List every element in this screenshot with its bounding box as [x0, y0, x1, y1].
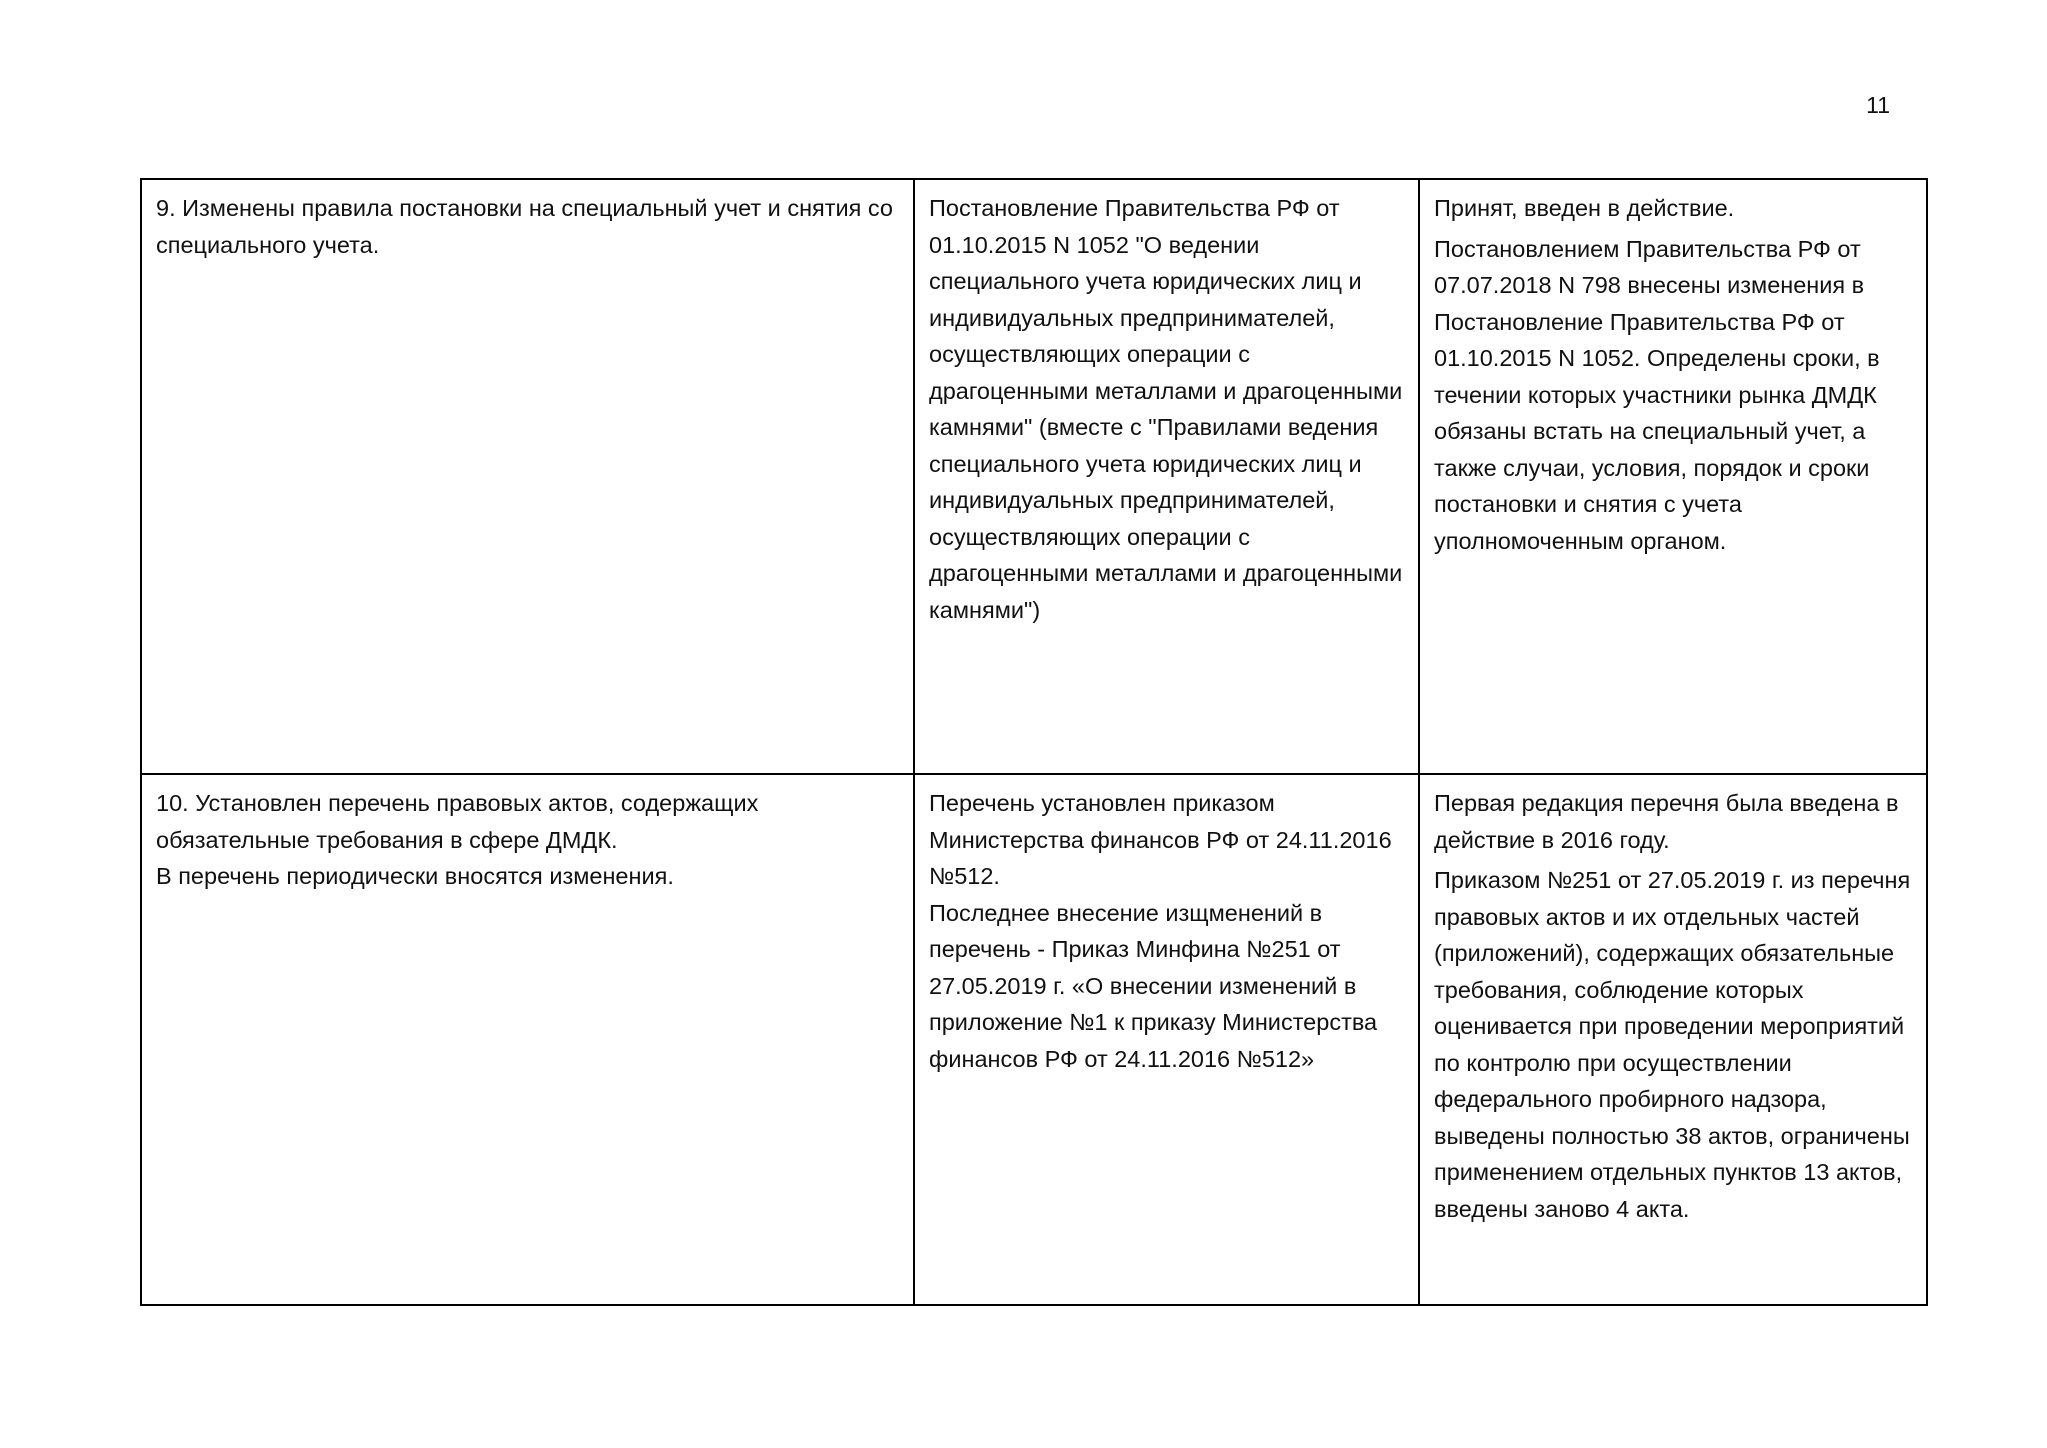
status-cell — [1419, 774, 1927, 1305]
measure-cell — [141, 774, 914, 1305]
status-text: Приказом №251 от 27.05.2019 г. из перечня правовых актов и их отдельных частей (приложений), содержащих обязательные требования, соблюдение которых оценивается при проведении мероприятий по контролю при осуществлении федерального пробирного надзора, выведены полностью 38 актов, ограничены применением отдельных пунктов 13 актов, введены заново 4 акта. — [1434, 867, 1911, 1222]
table-row — [141, 179, 1927, 774]
legal-act-text: Перечень установлен приказом Министерства финансов РФ от 24.11.2016 №512. — [929, 790, 1392, 889]
document-table — [140, 178, 1928, 1306]
legal-act-cell — [914, 774, 1419, 1305]
status-cell — [1419, 179, 1927, 774]
status-text: Первая редакция перечня была введена в действие в 2016 году. — [1434, 790, 1899, 853]
legal-act-text: Постановление Правительства РФ от 01.10.2015 N 1052 "О ведении специального учета юридических лиц и индивидуальных предпринимателей, осуществляющих операции с драгоценными металлами и драгоценными камнями" (вместе с "Правилами ведения специального учета юридических лиц и индивидуальных предпринимателей, осуществляющих операции с драгоценными металлами и драгоценными камнями") — [929, 195, 1403, 623]
measure-cell — [141, 179, 914, 774]
measure-text: 10. Установлен перечень правовых актов, содержащих обязательные требования в сфере ДМДК. — [156, 790, 759, 853]
legal-act-cell — [914, 179, 1419, 774]
measure-text: 9. Изменены правила постановки на специальный учет и снятия со специального учета. — [156, 195, 894, 258]
status-text: Принят, введен в действие. — [1434, 195, 1735, 221]
page-number: 11 — [1866, 92, 1890, 118]
status-text: Постановлением Правительства РФ от 07.07.2018 N 798 внесены изменения в Постановление Правительства РФ от 01.10.2015 N 1052. Определены сроки, в течении которых участники рынка ДМДК обязаны встать на специальный учет, а также случаи, условия, порядок и сроки постановки и снятия с учета уполномоченным органом. — [1434, 235, 1880, 554]
table-row — [141, 774, 1927, 1305]
measure-text: В перечень периодически вносятся изменения. — [156, 863, 674, 889]
legal-act-text: Последнее внесение изщменений в перечень - Приказ Минфина №251 от 27.05.2019 г. «О внесении изменений в приложение №1 к приказу Министерства финансов РФ от 24.11.2016 №512» — [929, 899, 1378, 1072]
